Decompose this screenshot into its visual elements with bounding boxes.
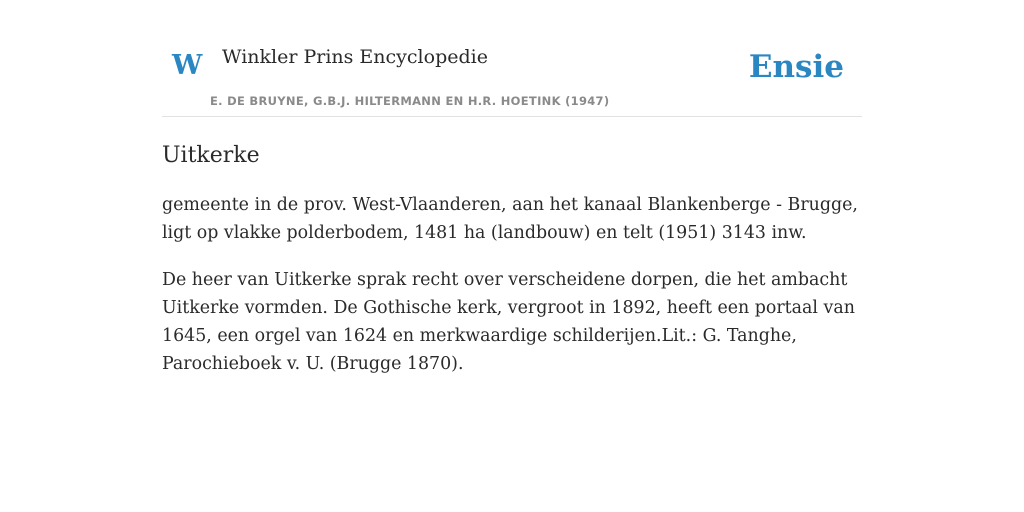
entry-paragraph: De heer van Uitkerke sprak recht over verscheidene dorpen, die het ambacht Uitkerke vormden. De Gothische kerk, vergroot in 1892, heeft een portaal van 1645, een orgel van 1624 en merkwaardige schilderijen.Lit.: G. Tanghe, Parochieboek v. U. (Brugge 1870). xyxy=(162,270,855,375)
source-logo[interactable]: W xyxy=(172,50,203,81)
page-container xyxy=(162,0,862,378)
source-title[interactable]: Winkler Prins Encyclopedie xyxy=(222,46,488,68)
entry-paragraph: gemeente in de prov. West-Vlaanderen, aan het kanaal Blankenberge - Brugge, ligt op vlakke polderbodem, 1481 ha (landbouw) en telt (1951) 3143 inw. xyxy=(162,195,858,244)
source-authors: E. DE BRUYNE, G.B.J. HILTERMANN EN H.R. HOETINK (1947) xyxy=(210,94,610,108)
brand-logo[interactable]: Ensie xyxy=(748,49,844,85)
source-header xyxy=(162,0,862,117)
entry-content xyxy=(162,143,862,378)
entry-title: Uitkerke xyxy=(162,143,260,168)
